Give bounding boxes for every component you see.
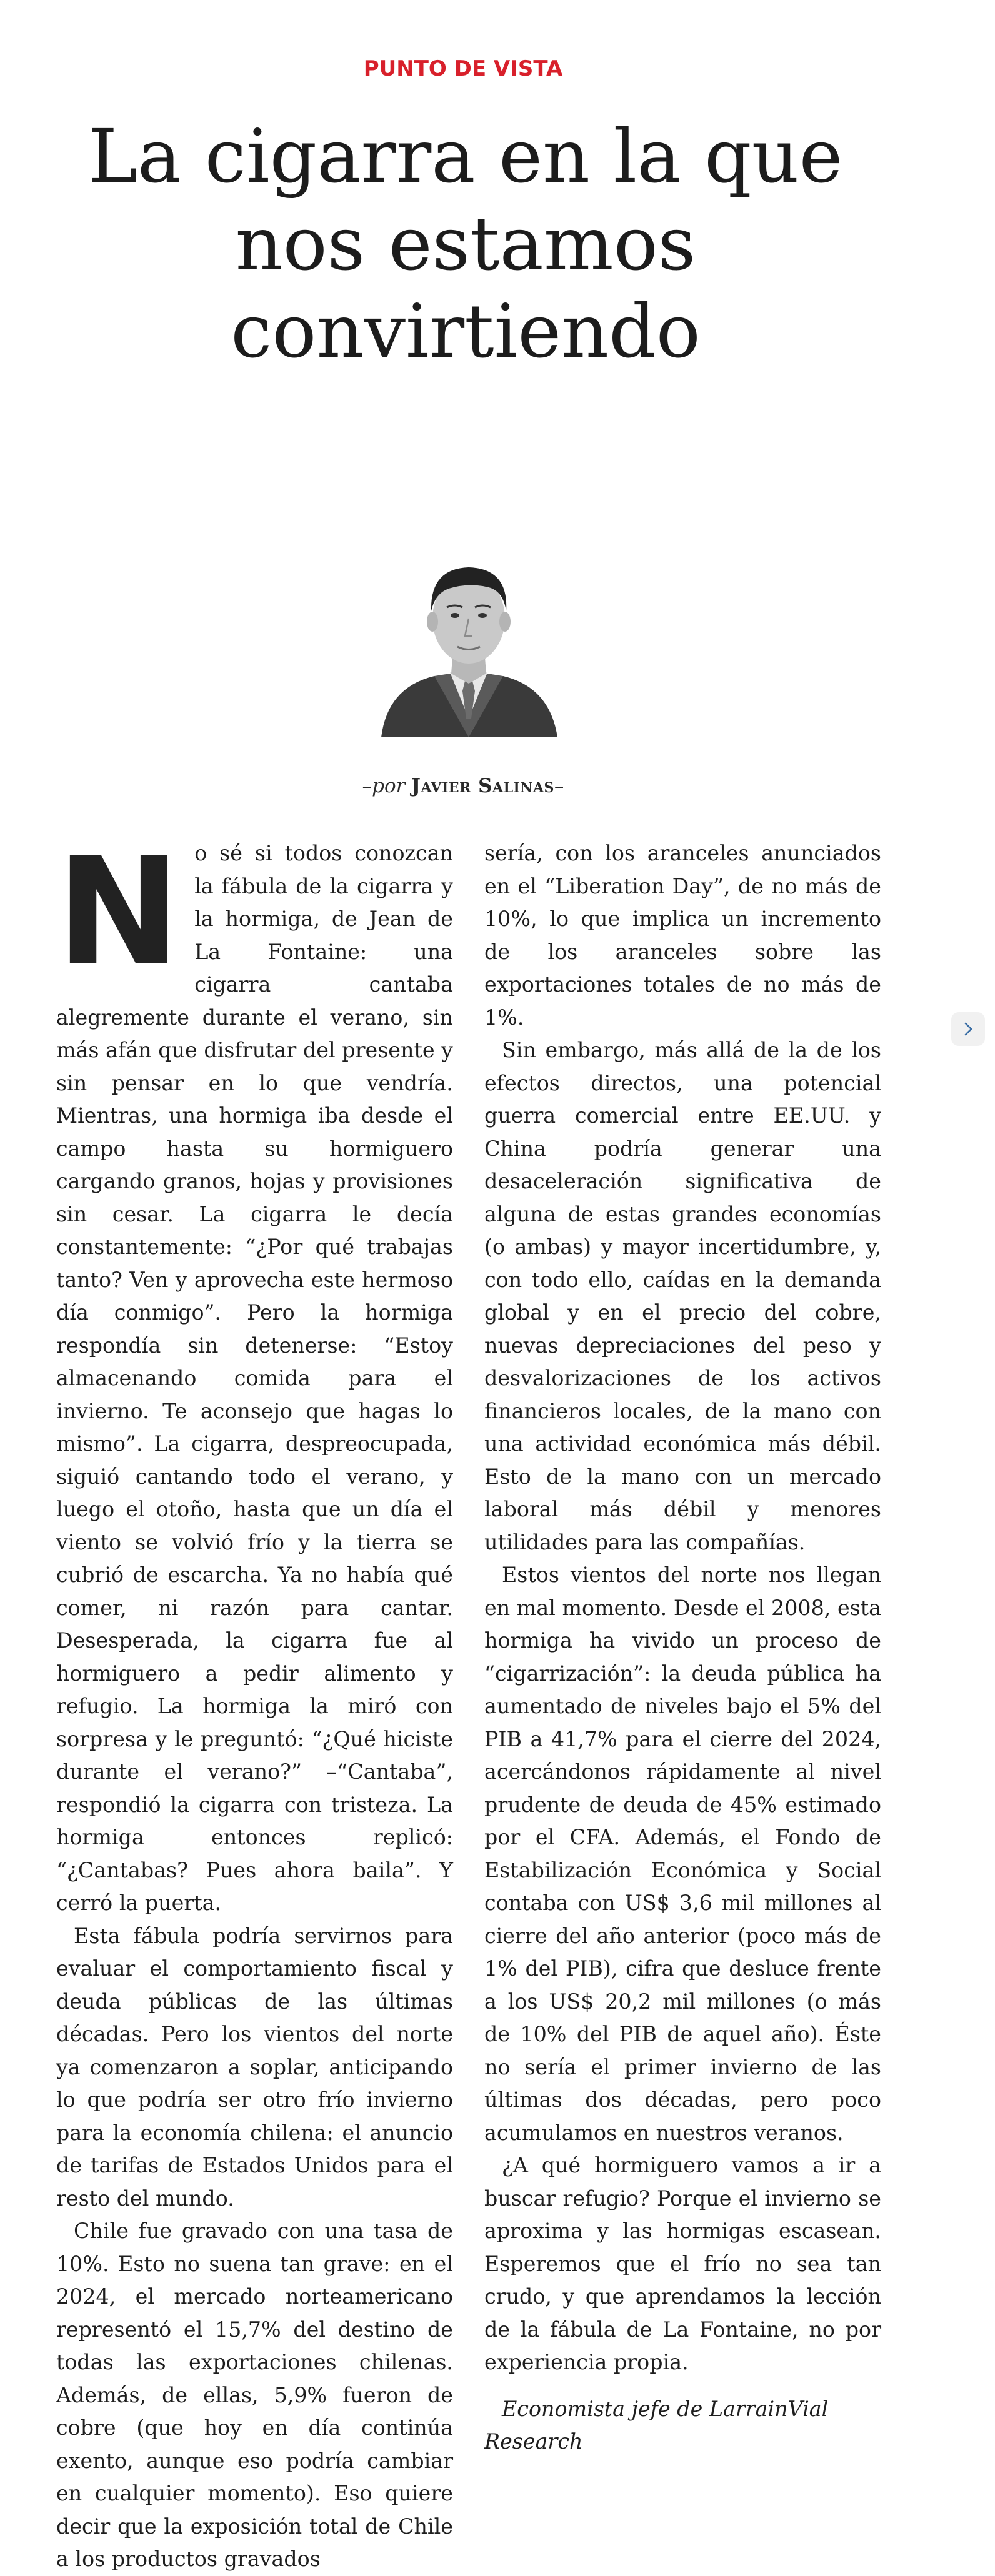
author-portrait xyxy=(375,531,562,737)
paragraph: Chile fue gravado con una tasa de 10%. Esto no suena tan grave: en el 2024, el mercado norteamericano representó el 15,7% del destino de todas las exportaciones chilenas. Además, de ellas, 5,9% fueron de cobre (que hoy en día continúa exento, aunque eso podría cambiar en cualquier momento). Eso quiere decir que la exposición total de Chile a los productos gravados xyxy=(56,2219,453,2571)
article-column-left xyxy=(56,826,453,2576)
headline: La cigarra en la que nos estamos convirtiendo xyxy=(88,113,843,374)
paragraph: Sin embargo, más allá de la de los efectos directos, una potencial guerra comercial entre EE.UU. y China podría generar una desaceleración significativa de alguna de estas grandes economías (o ambas) y mayor incertidumbre, y, con todo ello, caídas en la demanda global y en el precio del cobre, nuevas depreciaciones del peso y desvalorizaciones de los activos financieros locales, de la mano con una actividad económica más débil. Esto de la mano con un mercado laboral más débil y menores utilidades para las compañías. xyxy=(484,1038,881,1554)
byline-prefix: –por xyxy=(362,775,406,797)
paragraph: Estos vientos del norte nos llegan en mal momento. Desde el 2008, esta hormiga ha vivido un proceso de “cigarrización”: la deuda pública ha aumentado de niveles bajo el 5% del PIB a 41,7% para el cierre del 2024, acercándonos rápidamente al nivel prudente de deuda de 45% estimado por el CFA. Además, el Fondo de Estabilización Económica y Social contaba con US$ 3,6 mil millones al cierre del año anterior (poco más de 1% del PIB), cifra que desluce frente a los US$ 20,2 mil millones (o más de 10% del PIB de aquel año). Éste no sería el primer invierno de las últimas dos décadas, pero poco acumulamos en nuestros veranos. xyxy=(484,1563,881,2145)
article-column-right xyxy=(484,837,881,2459)
portrait-image xyxy=(375,531,562,737)
author-signature: Economista jefe de LarrainVial Research xyxy=(484,2396,829,2454)
chevron-right-icon xyxy=(959,1020,977,1038)
paragraph-text: o sé si todos conozcan la fábula de la cigarra y la hormiga, de Jean de La Fontaine: una cigarra cantaba alegremente durante el verano, sin más afán que disfrutar del presente y sin pensar en lo que vendría. Mientras, una hormiga iba desde el campo hasta su hormiguero cargando granos, hojas y provisiones sin cesar. La cigarra le decía constantemente: “¿Por qué trabajas tanto? Ven y aprovecha este hermoso día conmigo”. Pero la hormiga respondía sin detenerse: “Estoy almacenando comida para el invierno. Te aconsejo que hagas lo mismo”. La cigarra, despreocupada, siguió cantando todo el verano, y luego el otoño, hasta que un día el viento se volvió frío y la tierra se cubrió de escarcha. Ya no había qué comer, ni razón para cantar. Desesperada, la cigarra fue al hormiguero a pedir alimento y refugio. La hormiga la miró con sorpresa y le preguntó: “¿Qué hiciste durante el verano?” –“Cantaba”, respondió la cigarra con tristeza. La hormiga entonces replicó: “¿Cantabas? Pues ahora baila”. Y cerró la puerta. xyxy=(56,841,453,1915)
author-name: Javier Salinas xyxy=(411,775,554,797)
paragraph: ¿A qué hormiguero vamos a ir a buscar refugio? Porque el invierno se aproxima y las hormigas escasean. Esperemos que el frío no sea tan crudo, y que aprendamos la lección de la fábula de La Fontaine, no por experiencia propia. xyxy=(484,2153,881,2374)
drop-cap: N xyxy=(56,826,181,999)
paragraph: Esta fábula podría servirnos para evaluar el comportamiento fiscal y deuda públicas de las últimas décadas. Pero los vientos del norte ya comenzaron a soplar, anticipando lo que podría ser otro frío invierno para la economía chilena: el anuncio de tarifas de Estados Unidos para el resto del mundo. xyxy=(56,1923,453,2210)
section-label: PUNTO DE VISTA xyxy=(363,56,563,81)
byline-suffix: – xyxy=(554,775,564,797)
byline xyxy=(0,775,926,797)
next-page-button[interactable] xyxy=(951,1012,985,1046)
paragraph xyxy=(56,826,453,1920)
paragraph: sería, con los aranceles anunciados en el “Liberation Day”, de no más de 10%, lo que implica un incremento de los aranceles sobre las exportaciones totales de no más de 1%. xyxy=(484,841,881,1030)
